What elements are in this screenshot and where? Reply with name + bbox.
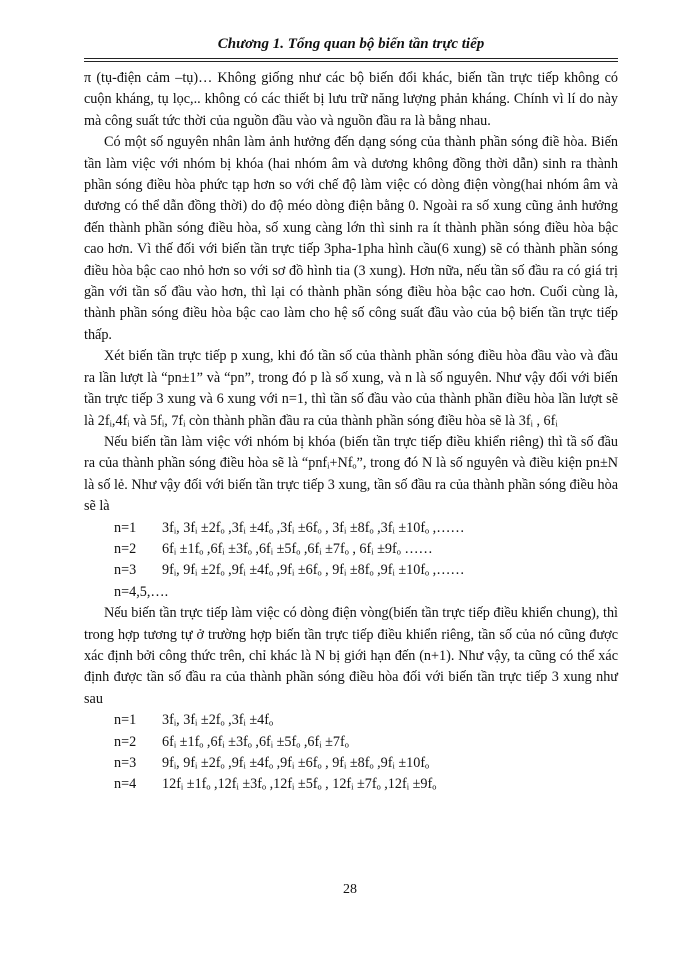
equation-line <box>84 710 618 731</box>
header-rule <box>84 58 618 59</box>
equation-line <box>84 560 618 581</box>
equation-index: n=4 <box>114 776 137 793</box>
equation-expression: 6fᵢ ±1fₒ ,6fᵢ ±3fₒ ,6fᵢ ±5fₒ ,6fᵢ ±7fₒ <box>162 733 349 750</box>
equation-expression: 9fᵢ, 9fᵢ ±2fₒ ,9fᵢ ±4fₒ ,9fᵢ ±6fₒ , 9fᵢ ±8fₒ ,9fᵢ ±10fₒ <box>162 755 430 771</box>
paragraph: Nếu biến tần làm việc với nhóm bị khóa (biến tần trực tiếp điều khiển riêng) thì tầ số đầu ra của thành phần sóng điều hòa sẽ là “pnfᵢ+Nfₒ”, trong đó N là số nguyên và điều kiện pn±N là số lẻ. Như vậy đối với biến tần trực tiếp 3 xung, tần số đầu ra của thành phần sóng điều hòa sẽ là <box>84 433 618 515</box>
header-rule-double <box>84 61 618 62</box>
equation-line <box>84 753 618 774</box>
equation-index: n=4,5,…. <box>114 583 169 600</box>
equation-expression: 3fᵢ, 3fᵢ ±2fₒ ,3fᵢ ±4fₒ <box>162 712 274 729</box>
equation-line <box>84 732 618 753</box>
equation-index: n=2 <box>114 733 137 750</box>
paragraph: Xét biến tần trực tiếp p xung, khi đó tần số của thành phần sóng điều hòa đầu vào và đầu ra lần lượt là “pn±1” và “pn”, trong đó p là số xung, và n là số nguyên. Như vậy đối với biến tần trực tiếp 3 xung và 6 xung với n=1, thì tần số đầu vào của thành phần điều hòa lần lượt sẽ là 2fᵢ,4fᵢ và 5fᵢ, 7fᵢ còn thành phần đầu ra của thành phần sóng điều hòa sẽ là 3fᵢ , 6fᵢ <box>84 348 618 429</box>
paragraph: Nếu biến tần trực tiếp làm việc có dòng điện vòng(biến tần trực tiếp điều khiển chung), thì trong hợp tương tự ở trường hợp biến tần trực tiếp điều khiển riêng, tần số của nó cũng được xác định bởi công thức trên, chỉ khác là N bị giới hạn đến (n+1). Như vậy, ta cũng có thể xác định được tần số đầu ra của thành phần sóng điều hòa đối với biến tần trực tiếp 3 xung như sau <box>84 605 618 707</box>
equation-expression: 6fᵢ ±1fₒ ,6fᵢ ±3fₒ ,6fᵢ ±5fₒ ,6fᵢ ±7fₒ , 6fᵢ ±9fₒ …… <box>162 540 433 557</box>
equation-line <box>84 518 618 539</box>
equation-expression: 3fᵢ, 3fᵢ ±2fₒ ,3fᵢ ±4fₒ ,3fᵢ ±6fₒ , 3fᵢ ±8fₒ ,3fᵢ ±10fₒ ,…… <box>162 519 465 536</box>
equation-line <box>84 582 618 603</box>
equation-index: n=2 <box>114 540 137 557</box>
chapter-header: Chương 1. Tổng quan bộ biến tần trực tiếp <box>217 36 485 52</box>
page-number: 28 <box>343 882 357 897</box>
equation-index: n=3 <box>114 755 137 771</box>
equation-line <box>84 774 618 795</box>
equation-index: n=3 <box>114 562 137 579</box>
equation-expression: 9fᵢ, 9fᵢ ±2fₒ ,9fᵢ ±4fₒ ,9fᵢ ±6fₒ , 9fᵢ ±8fₒ ,9fᵢ ±10fₒ ,…… <box>162 562 465 579</box>
equation-line <box>84 539 618 560</box>
equation-expression: 12fᵢ ±1fₒ ,12fᵢ ±3fₒ ,12fᵢ ±5fₒ , 12fᵢ ±7fₒ ,12fᵢ ±9fₒ <box>162 776 437 793</box>
equation-index: n=1 <box>114 712 137 729</box>
body-text <box>84 68 618 796</box>
equation-index: n=1 <box>114 519 137 536</box>
paragraph: π (tụ-điện cảm –tụ)… Không giống như các bộ biến đổi khác, biến tần trực tiếp không có cuộn kháng, tụ lọc,.. không có các thiết bị lưu trữ năng lượng phản kháng. Chính vì lí do này mà công suất tức thời của nguồn đầu vào và nguồn đầu ra là bằng nhau. <box>84 70 618 129</box>
paragraph: Có một số nguyên nhân làm ảnh hưởng đến dạng sóng của thành phần sóng điề hòa. Biến tần làm việc với nhóm bị khóa (hai nhóm âm và dương không đồng thời dẫn) sinh ra thành phần sóng điều hòa phức tạp hơn so với chế độ làm việc có dòng điện vòng(hai nhóm âm và dương có thể dẫn đồng thời) do độ méo dòng điện bằng 0. Ngoài ra số xung cũng ảnh hưởng đến thành phần sóng điều hòa, số xung càng lớn thì sinh ra ít thành phần sóng điều hòa bậc cao hơn. Vì thế đối với biến tần trực tiếp 3pha-1pha hình cầu(6 xung) sẽ có thành phần sóng điều hòa bậc cao nhỏ hơn so với sơ đồ hình tia (3 xung). Hơn nữa, nếu tần số đầu ra có giá trị gần với tần số đầu vào hơn, thì lại có thành phần sóng điều hòa bậc cao hơn. Cuối cùng là, thành phần sóng điều hòa bậc cao làm cho hệ số công suất đầu vào của bộ biến tần trực tiếp thấp. <box>84 134 618 343</box>
